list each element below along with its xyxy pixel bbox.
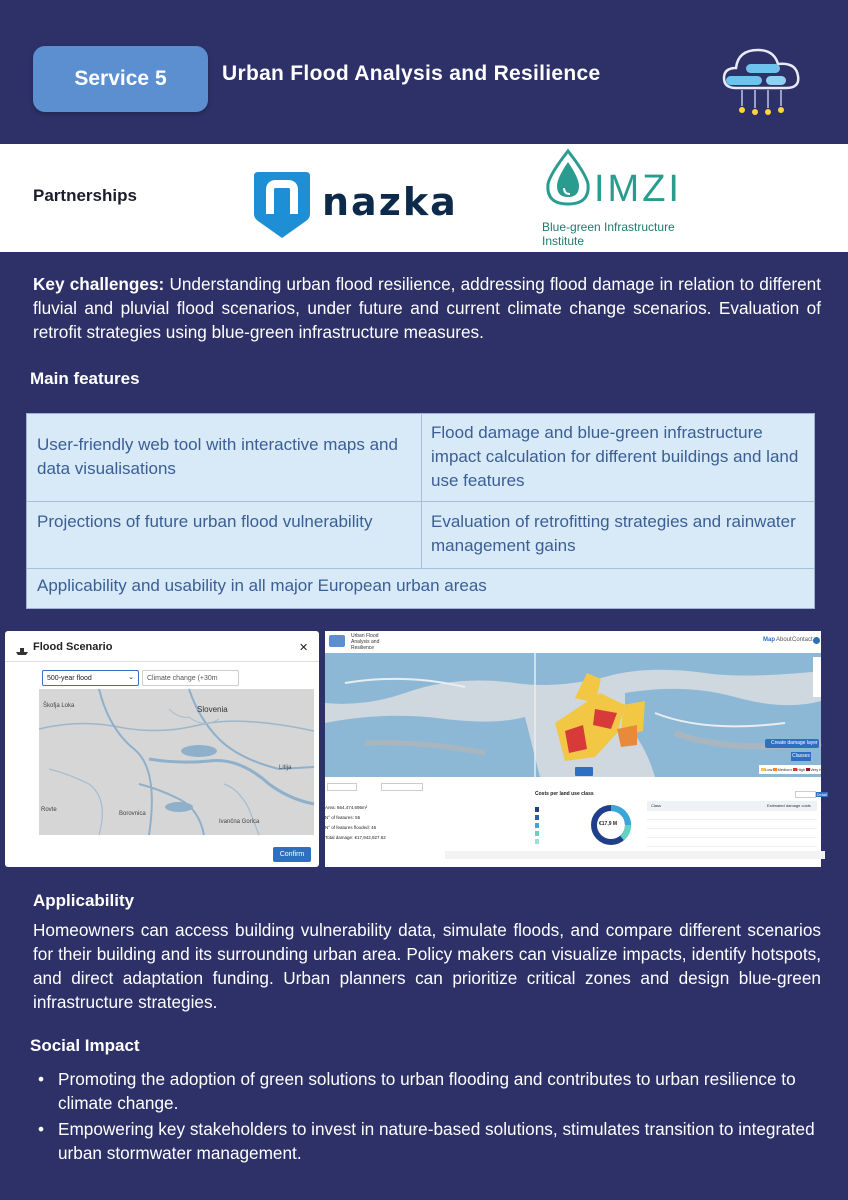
feature-item: Evaluation of retrofitting strategies and rainwater management gains: [431, 512, 796, 555]
imzi-wordmark: IMZI: [594, 168, 682, 210]
map-place-label: Škofja Loka: [43, 703, 75, 709]
feature-item: Projections of future urban flood vulnerability: [37, 512, 373, 531]
compare-scenario-button[interactable]: Compare scenario: [381, 783, 423, 791]
key-challenges-label: Key challenges:: [33, 274, 165, 294]
land-use-legend: [535, 807, 585, 847]
list-item: • Promoting the adoption of green solutions to urban flooding and contributes to urban resilience to climate change.: [38, 1067, 828, 1115]
nazka-wordmark: nazka: [322, 180, 458, 224]
classes-button[interactable]: Classes: [792, 753, 810, 759]
footer-funding-bar: [445, 851, 825, 859]
flood-scenario-dialog: [5, 631, 319, 867]
flood-return-select[interactable]: 500-year flood ⌄: [42, 670, 139, 686]
applicability-text: Homeowners can access building vulnerability data, simulate floods, and compare different scenarios for their building and its surrounding urban area. Policy makers can visualize impacts, identify hotspots, and direct adaptation funding. Urban planners can prioritize critical zones and design blue-green infrastructure strategies.: [33, 920, 821, 1012]
total-cost-value: €17,9 M: [599, 821, 618, 827]
service-badge: Service 5: [33, 46, 208, 112]
chart-title: Costs per land use class: [535, 791, 594, 797]
app-logo: [329, 635, 345, 647]
nav-contact[interactable]: Contact: [792, 637, 813, 643]
main-features-title: Main features: [30, 369, 140, 388]
nav-about[interactable]: About: [776, 637, 792, 643]
key-challenges: [33, 272, 821, 344]
imzi-logo: [538, 148, 728, 248]
features-table: [26, 413, 815, 609]
cloud-network-icon: [716, 38, 806, 124]
stats-block: Area: 664,474,695m² N° of features: 55 N° of features flooded: 46 Total damage: €17,942,927.62: [325, 805, 386, 840]
nazka-pin-icon: [252, 168, 312, 240]
confirm-button[interactable]: Confirm: [273, 847, 311, 862]
close-icon[interactable]: ✕: [299, 642, 309, 654]
boat-icon: [15, 643, 29, 653]
page-title: Urban Flood Analysis and Resilience: [222, 62, 601, 85]
map-place-label: Litija: [279, 765, 292, 771]
map-place-label: Ivančna Gorica: [219, 819, 260, 825]
result-tabs[interactable]: Overview Detail: [797, 792, 827, 797]
map-place-label: Borovnica: [119, 811, 146, 817]
chevron-down-icon: ⌄: [128, 674, 134, 681]
webapp-screenshot: [325, 631, 827, 867]
damage-legend: Low Medium High Very high: [759, 765, 821, 774]
cost-table: Class Estimated damage costs: [647, 801, 817, 853]
user-icon[interactable]: [813, 637, 820, 644]
results-panel: [325, 777, 827, 859]
map-place-label: Slovenia: [197, 705, 228, 714]
social-impact-list: [38, 1067, 828, 1167]
imzi-subtitle-2: Institute: [542, 234, 585, 248]
imzi-subtitle-1: Blue-green Infrastructure: [542, 220, 675, 234]
nazka-logo: [252, 166, 458, 242]
key-challenges-text: Understanding urban flood resilience, addressing flood damage in relation to different fluvial and pluvial flood scenarios, under future and current climate change scenarios. Evaluation of retrofit strategies using blue-green infrastructure measures.: [33, 274, 821, 342]
water-drop-icon: [540, 148, 596, 208]
flood-scenario-title: Flood Scenario: [33, 641, 113, 653]
map-place-label: Rovte: [41, 807, 57, 813]
applicability-title: Applicability: [33, 891, 135, 910]
list-item: • Empowering key stakeholders to invest in nature-based solutions, stimulates transition to integrated urban stormwater management.: [38, 1117, 828, 1165]
create-damage-layer-button[interactable]: Create damage layer: [765, 739, 819, 748]
feature-item: User-friendly web tool with interactive maps and data visualisations: [37, 435, 398, 478]
feature-item: Flood damage and blue-green infrastructure impact calculation for different buildings and land use features: [431, 423, 799, 490]
scenario-select[interactable]: Test: [327, 783, 357, 791]
zoom-controls[interactable]: [813, 657, 821, 697]
app-title: Urban Flood Analysis and Resilience: [351, 633, 380, 651]
feature-item: Applicability and usability in all major European urban areas: [37, 576, 487, 595]
climate-select[interactable]: Climate change (+30m: [142, 670, 239, 686]
expand-panel-button[interactable]: [575, 767, 593, 776]
social-impact-title: Social Impact: [30, 1036, 140, 1055]
flood-map[interactable]: [39, 689, 314, 835]
damage-map[interactable]: [325, 653, 827, 777]
partnerships-label: Partnerships: [33, 186, 137, 205]
nav-map[interactable]: Map: [763, 637, 775, 643]
